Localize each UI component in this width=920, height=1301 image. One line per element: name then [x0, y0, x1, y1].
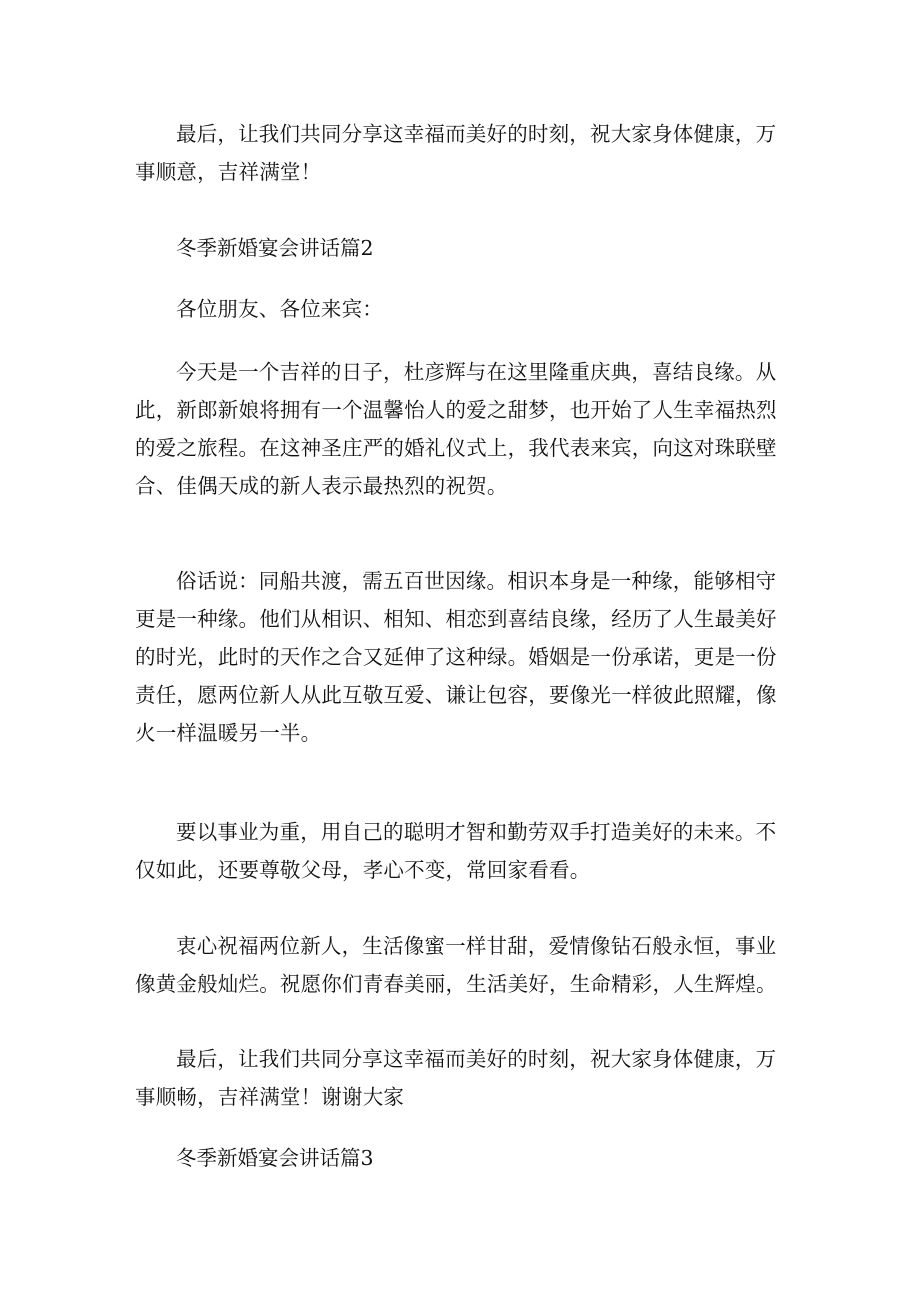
paragraph-closing-1: 最后，让我们共同分享这幸福而美好的时刻，祝大家身体健康，万事顺意，吉祥满堂！ — [135, 122, 777, 184]
paragraph-career: 要以事业为重，用自己的聪明才智和勤劳双手打造美好的未来。不仅如此，还要尊敬父母，孝心不变，常回家看看。 — [135, 820, 777, 882]
paragraph-closing-2: 最后，让我们共同分享这幸福而美好的时刻，祝大家身体健康，万事顺畅，吉祥满堂！谢谢大家 — [135, 1047, 777, 1109]
section-heading-3: 冬季新婚宴会讲话篇3 — [176, 1146, 374, 1170]
paragraph-blessing: 衷心祝福两位新人，生活像蜜一样甘甜，爱情像钻石般永恒，事业像黄金般灿烂。祝愿你们青春美丽，生活美好，生命精彩，人生辉煌。 — [135, 934, 777, 996]
paragraph-proverb: 俗话说：同船共渡，需五百世因缘。相识本身是一种缘，能够相守更是一种缘。他们从相识、相知、相恋到喜结良缘，经历了人生最美好的时光，此时的天作之合又延伸了这种绿。婚姻是一份承诺，更是一份责任，愿两位新人从此互敬互爱、谦让包容，要像光一样彼此照耀，像火一样温暖另一半。 — [135, 569, 777, 745]
paragraph-wedding-day: 今天是一个吉祥的日子，杜彦辉与在这里隆重庆典，喜结良缘。从此，新郎新娘将拥有一个温馨怡人的爱之甜梦，也开始了人生幸福热烈的爱之旅程。在这神圣庄严的婚礼仪式上，我代表来宾，向这对珠联壁合、佳偶天成的新人表示最热烈的祝贺。 — [135, 360, 777, 498]
section-heading-2: 冬季新婚宴会讲话篇2 — [176, 236, 374, 260]
paragraph-greeting: 各位朋友、各位来宾： — [176, 297, 383, 321]
